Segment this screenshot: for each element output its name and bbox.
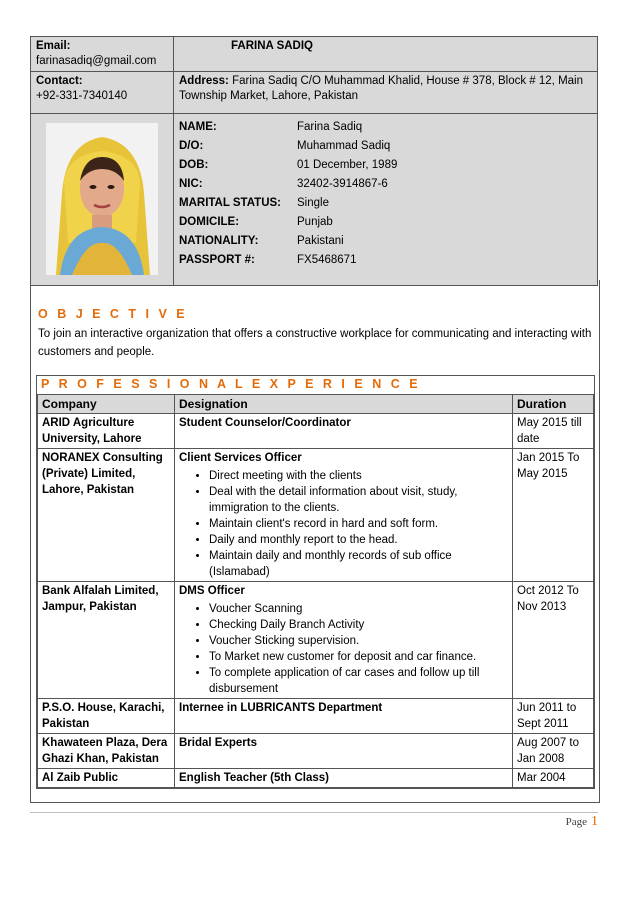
personal-info-label: DOMICILE: [179,216,240,228]
personal-info-value: Pakistani [297,235,344,247]
address-cell [174,72,598,114]
experience-heading: P R O F E S S I O N A L E X P E R I E N C E [41,377,421,391]
email-label: Email: [36,40,71,52]
duty-item: • To Market new customer for deposit and car finance. [209,649,508,665]
duration-cell: Oct 2012 To Nov 2013 [513,582,594,699]
duration-cell: Jan 2015 To May 2015 [513,449,594,582]
personal-info-value: Muhammad Sadiq [297,140,391,152]
personal-info-value: Punjab [297,216,333,228]
designation-title: Bridal Experts [179,737,257,749]
personal-info-value: Single [297,197,329,209]
column-header-duration: Duration [513,395,594,414]
personal-info-value: Farina Sadiq [297,121,363,133]
experience-table [37,394,594,788]
address-value: Farina Sadiq C/O Muhammad Khalid, House # 378, Block # 12, Main Township Market, Lahore, Pakistan [179,75,583,102]
column-header-company: Company [38,395,175,414]
duties-list [179,468,508,580]
company-cell: ARID Agriculture University, Lahore [38,414,175,449]
designation-cell [175,414,513,449]
personal-info-value: 01 December, 1989 [297,159,398,171]
experience-section [36,375,595,789]
experience-row [38,582,594,699]
duration-cell: Mar 2004 [513,769,594,788]
duration-cell: Aug 2007 to Jan 2008 [513,734,594,769]
company-cell: P.S.O. House, Karachi, Pakistan [38,699,175,734]
designation-cell [175,449,513,582]
company-cell: NORANEX Consulting (Private) Limited, Lahore, Pakistan [38,449,175,582]
experience-row [38,699,594,734]
personal-info-cell [174,114,598,286]
experience-row [38,449,594,582]
personal-info-label: NIC: [179,178,203,190]
duty-item: • Deal with the detail information about visit, study, immigration to the clients. [209,484,508,516]
designation-title: English Teacher (5th Class) [179,772,329,784]
personal-info-label: MARITAL STATUS: [179,197,281,209]
duration-cell: Jun 2011 to Sept 2011 [513,699,594,734]
duration-cell: May 2015 till date [513,414,594,449]
designation-cell [175,699,513,734]
duty-item: • Voucher Scanning [209,601,508,617]
name-cell [174,37,598,72]
personal-info-label: DOB: [179,159,209,171]
objective-text: To join an interactive organization that offers a constructive workplace for communicating and interacting with customers and people. [38,328,592,358]
objective-heading: O B J E C T I V E [38,307,188,321]
phone-value: +92-331-7340140 [36,90,128,102]
designation-title: Internee in LUBRICANTS Department [179,702,383,714]
duty-item: • Voucher Sticking supervision. [209,633,508,649]
email-cell [31,37,174,72]
header-table [30,36,598,286]
duty-item: • Maintain client's record in hard and soft form. [209,516,508,532]
personal-info-value: FX5468671 [297,254,357,266]
duty-item: • To complete application of car cases and follow up till disbursement [209,665,508,697]
designation-cell [175,769,513,788]
resume-page [30,36,598,286]
duty-item: • Direct meeting with the clients [209,468,508,484]
experience-row [38,414,594,449]
personal-info-label: NAME: [179,121,217,133]
experience-row [38,769,594,788]
personal-info-label: PASSPORT #: [179,254,255,266]
profile-photo [46,123,158,275]
duties-list [179,601,508,697]
address-label: Address: [179,75,229,87]
email-value: farinasadiq@gmail.com [36,55,157,67]
photo-cell [31,114,174,286]
personal-info-label: D/O: [179,140,204,152]
designation-cell [175,582,513,699]
designation-title: DMS Officer [179,585,245,597]
footer-divider [30,812,598,813]
personal-info-list [179,120,592,268]
company-cell: Al Zaib Public [38,769,175,788]
duty-item: • Daily and monthly report to the head. [209,532,508,548]
page-footer [566,814,598,830]
designation-title: Client Services Officer [179,452,302,464]
company-cell: Bank Alfalah Limited, Jampur, Pakistan [38,582,175,699]
designation-cell [175,734,513,769]
company-cell: Khawateen Plaza, Dera Ghazi Khan, Pakistan [38,734,175,769]
page-label: Page [565,816,587,828]
duty-item: • Maintain daily and monthly records of sub office (Islamabad) [209,548,508,580]
experience-row [38,734,594,769]
column-header-designation: Designation [175,395,513,414]
page-number: 1 [591,814,598,829]
designation-title: Student Counselor/Coordinator [179,417,351,429]
duty-item: • Checking Daily Branch Activity [209,617,508,633]
body-section [30,280,600,803]
contact-cell [31,72,174,114]
personal-info-value: 32402-3914867-6 [297,178,388,190]
candidate-name: FARINA SADIQ [231,40,313,52]
contact-label: Contact: [36,75,83,87]
personal-info-label: NATIONALITY: [179,235,259,247]
